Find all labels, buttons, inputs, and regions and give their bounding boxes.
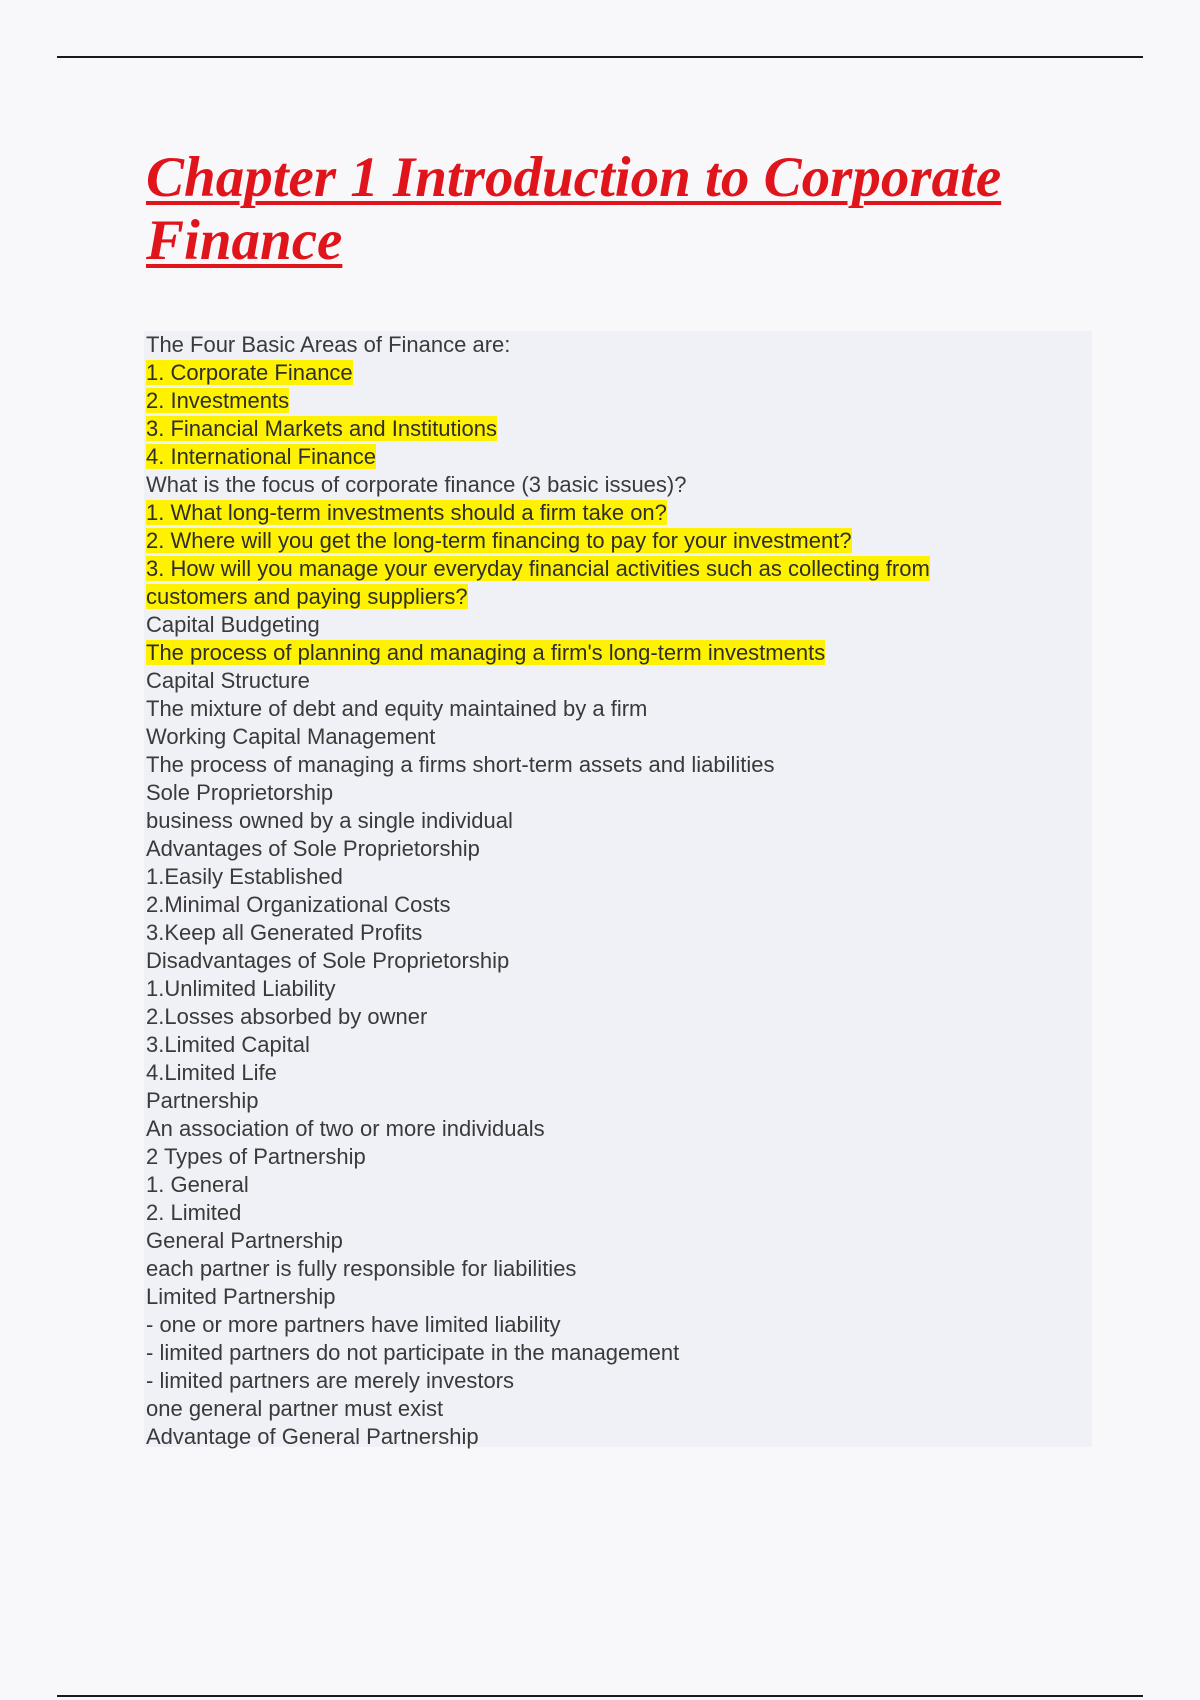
document-line	[146, 499, 1086, 527]
line-text: The process of managing a firms short-term assets and liabilities	[146, 752, 775, 777]
page-title: Chapter 1 Introduction to Corporate Finance	[146, 146, 1002, 272]
document-line	[146, 779, 1086, 807]
line-text: 2.Minimal Organizational Costs	[146, 892, 451, 917]
document-line	[146, 1143, 1086, 1171]
document-line	[146, 723, 1086, 751]
line-text: An association of two or more individuals	[146, 1116, 545, 1141]
document-line	[146, 527, 1086, 555]
document-line	[146, 1423, 1086, 1451]
document-line	[146, 695, 1086, 723]
document-line	[146, 891, 1086, 919]
highlighted-text: 1. Corporate Finance	[146, 360, 353, 385]
document-line	[146, 639, 1086, 667]
document-line	[146, 919, 1086, 947]
line-text: The mixture of debt and equity maintained by a firm	[146, 696, 648, 721]
document-line	[146, 751, 1086, 779]
line-text: What is the focus of corporate finance (3 basic issues)?	[146, 472, 687, 497]
document-line	[146, 1395, 1086, 1423]
line-text: Capital Structure	[146, 668, 310, 693]
line-text: 1. General	[146, 1172, 249, 1197]
document-line	[146, 1171, 1086, 1199]
document-line	[146, 583, 1086, 611]
line-text: each partner is fully responsible for liabilities	[146, 1256, 577, 1281]
document-line	[146, 835, 1086, 863]
line-text: Disadvantages of Sole Proprietorship	[146, 948, 510, 973]
document-line	[146, 1199, 1086, 1227]
document-line	[146, 667, 1086, 695]
document-line	[146, 1087, 1086, 1115]
line-text: Capital Budgeting	[146, 612, 320, 637]
document-line	[146, 611, 1086, 639]
line-text: - one or more partners have limited liability	[146, 1312, 561, 1337]
document-line	[146, 1227, 1086, 1255]
document-line	[146, 1367, 1086, 1395]
highlighted-text: 2. Investments	[146, 388, 290, 413]
document-line	[146, 1283, 1086, 1311]
highlighted-text: 2. Where will you get the long-term financing to pay for your investment?	[146, 528, 852, 553]
top-rule	[57, 56, 1143, 58]
document-line	[146, 807, 1086, 835]
line-text: Partnership	[146, 1088, 259, 1113]
line-text: Limited Partnership	[146, 1284, 336, 1309]
document-line	[146, 947, 1086, 975]
line-text: Advantage of General Partnership	[146, 1424, 479, 1449]
highlighted-text: customers and paying suppliers?	[146, 584, 468, 609]
line-text: 4.Limited Life	[146, 1060, 277, 1085]
document-line	[146, 415, 1086, 443]
document-line	[146, 359, 1086, 387]
line-text: 1.Unlimited Liability	[146, 976, 336, 1001]
highlighted-text: The process of planning and managing a firm's long-term investments	[146, 640, 826, 665]
document-line	[146, 1339, 1086, 1367]
line-text: - limited partners are merely investors	[146, 1368, 515, 1393]
line-text: 3.Limited Capital	[146, 1032, 310, 1057]
highlighted-text: 3. How will you manage your everyday financial activities such as collecting from	[146, 556, 930, 581]
document-line	[146, 863, 1086, 891]
document-body	[146, 331, 1086, 1451]
document-line	[146, 975, 1086, 1003]
document-line	[146, 443, 1086, 471]
document-line	[146, 1031, 1086, 1059]
line-text: 2 Types of Partnership	[146, 1144, 366, 1169]
line-text: 2.Losses absorbed by owner	[146, 1004, 428, 1029]
line-text: 1.Easily Established	[146, 864, 343, 889]
document-line	[146, 387, 1086, 415]
line-text: 3.Keep all Generated Profits	[146, 920, 423, 945]
line-text: Advantages of Sole Proprietorship	[146, 836, 480, 861]
line-text: Sole Proprietorship	[146, 780, 334, 805]
document-line	[146, 1059, 1086, 1087]
line-text: 2. Limited	[146, 1200, 242, 1225]
line-text: business owned by a single individual	[146, 808, 513, 833]
highlighted-text: 4. International Finance	[146, 444, 376, 469]
document-line	[146, 471, 1086, 499]
line-text: The Four Basic Areas of Finance are:	[146, 332, 511, 357]
bottom-rule	[57, 1695, 1143, 1697]
document-line	[146, 1311, 1086, 1339]
document-line	[146, 1255, 1086, 1283]
document-line	[146, 331, 1086, 359]
line-text: one general partner must exist	[146, 1396, 444, 1421]
highlighted-text: 1. What long-term investments should a firm take on?	[146, 500, 667, 525]
document-line	[146, 1003, 1086, 1031]
document-line	[146, 555, 1086, 583]
document-line	[146, 1115, 1086, 1143]
line-text: General Partnership	[146, 1228, 343, 1253]
highlighted-text: 3. Financial Markets and Institutions	[146, 416, 497, 441]
line-text: Working Capital Management	[146, 724, 436, 749]
line-text: - limited partners do not participate in the management	[146, 1340, 680, 1365]
